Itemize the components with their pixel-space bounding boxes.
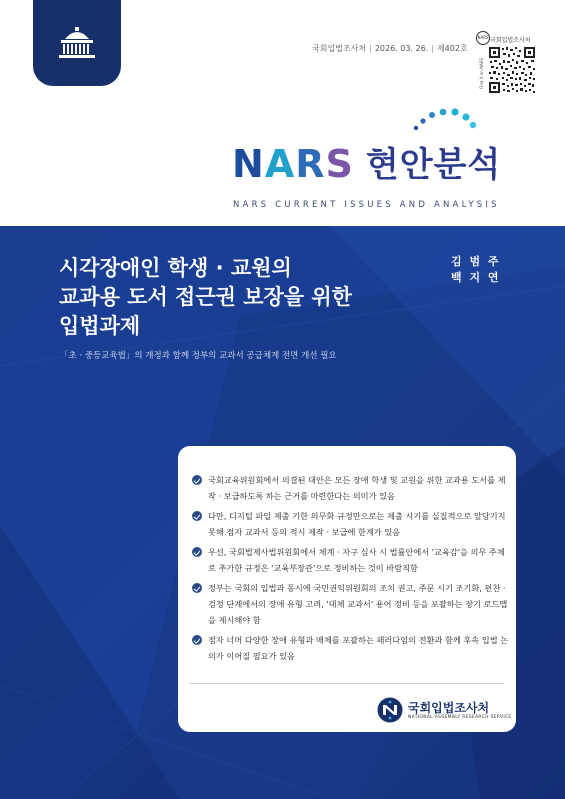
- summary-item-text: 국회교육위원회에서 의결된 대안은 모든 장애 학생 및 교원을 위한 교과용 도서를 제작 · 보급하도록 하는 근거를 마련한다는 의미가 있음: [208, 475, 506, 501]
- org-name-english: NATIONAL ASSEMBLY RESEARCH SERVICE: [408, 714, 512, 720]
- summary-item-text: 우선, 국회법제사법위원회에서 체계 · 자구 심사 시 법률안에서 '교육감'을 의무 주체로 추가한 규정은 '교육부장관'으로 정비하는 것이 바람직함: [208, 547, 505, 573]
- check-circle-icon: [192, 511, 202, 521]
- series-brand: [232, 140, 501, 186]
- wordmark-n: N: [232, 142, 265, 186]
- check-circle-icon: [192, 635, 202, 645]
- check-circle-icon: [192, 583, 202, 593]
- summary-item: [192, 580, 510, 628]
- series-title: 현안분석: [365, 145, 502, 185]
- org-name-korean: 국회입법조사처: [408, 700, 490, 715]
- report-subtitle: 「초 · 중등교육법」의 개정과 함께 정부의 교과서 공급체계 전면 개선 필요: [60, 351, 337, 361]
- summary-item: [192, 508, 510, 540]
- wordmark-r: R: [295, 142, 326, 186]
- summary-list: [192, 472, 510, 668]
- wordmark-a: A: [264, 142, 296, 186]
- issue-number: 제402호: [436, 44, 468, 53]
- summary-divider: [190, 683, 504, 684]
- report-title-line2: 교과용 도서 접근권 보장을 위한: [59, 285, 352, 309]
- qr-code-icon[interactable]: [488, 46, 536, 94]
- org-logo: [377, 697, 512, 723]
- nars-badge-icon: [476, 31, 490, 45]
- summary-item-text: 다만, 디지털 파일 제출 기한 의무화 규정만으로는 제출 시기를 실질적으로 앞당기지 못해 점자 교과서 등의 적시 제작 · 보급에 한계가 있음: [208, 511, 506, 537]
- summary-item-text: 점자 너머 다양한 장애 유형과 매체를 포괄하는 패러다임의 전환과 함께 후속 입법 논의가 이어질 필요가 있음: [208, 635, 509, 661]
- assembly-logo: [33, 0, 121, 86]
- qr-side-text: Find it on NARS: [479, 58, 484, 89]
- check-circle-icon: [192, 547, 202, 557]
- assembly-building-icon: [51, 23, 103, 63]
- wordmark-s: S: [325, 142, 354, 186]
- issue-info: 국회입법조사처 | 2026. 03. 26. | 제402호: [312, 44, 468, 53]
- author-name: 김 범 주: [451, 255, 501, 268]
- report-title: [59, 254, 399, 341]
- issue-date: 2026. 03. 26.: [374, 44, 429, 53]
- report-title-line1: 시각장애인 학생 · 교원의: [59, 256, 292, 280]
- authors: [451, 254, 501, 286]
- qr-badge-text: NARS: [477, 35, 489, 40]
- summary-item: [192, 544, 510, 576]
- publisher-name: 국회입법조사처: [312, 44, 367, 53]
- check-circle-icon: [192, 475, 202, 485]
- summary-item-text: 정부는 국회의 입법과 동시에 국민권익위원회의 조치 권고, 주문 시기 조기화, 편찬 · 검정 단계에서의 장애 유형 고려, '대체 교과서' 용어 정비 등을 포괄하는 장기 로드맵을 제시해야 함: [208, 583, 508, 625]
- series-subtitle: NARS CURRENT ISSUES AND ANALYSIS: [233, 200, 500, 210]
- report-title-line3: 입법과제: [59, 314, 141, 338]
- author-name: 백 지 연: [451, 271, 501, 284]
- summary-item: [192, 472, 510, 504]
- summary-card: [178, 446, 516, 732]
- summary-item: [192, 632, 510, 664]
- qr-label: 국회입법조사처: [490, 37, 531, 44]
- nars-emblem-icon: [377, 697, 403, 723]
- nars-wordmark: [232, 142, 354, 186]
